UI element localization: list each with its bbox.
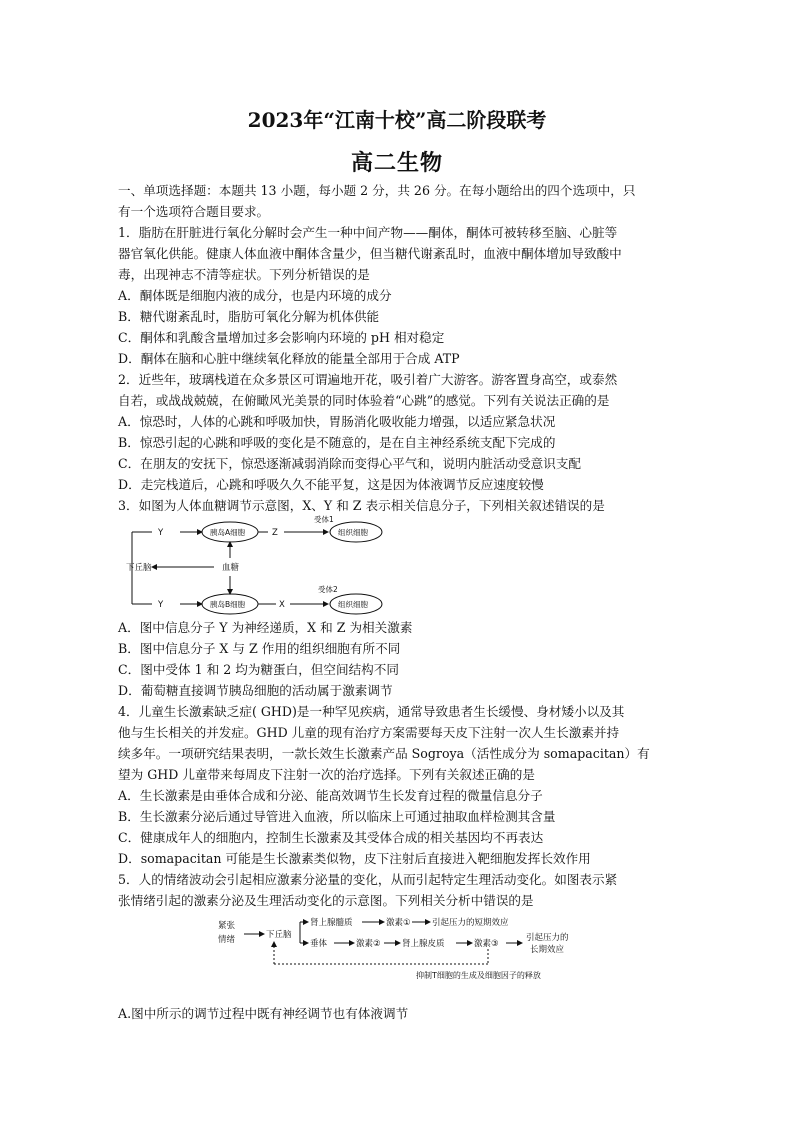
emotion-label: 情绪 [218,935,236,945]
q3-option-b: B．图中信息分子 X 与 Z 作用的组织细胞有所不同 [118,641,401,656]
q5-stem-line: 5．人的情绪波动会引起相应激素分泌量的变化，从而引起特定生理活动变化。如图表示紧 [118,872,618,887]
stress-hormone-diagram [216,912,586,988]
q5-option-a: A.图中所示的调节过程中既有神经调节也有体液调节 [118,1006,409,1021]
q2-option-a: A．惊恐时，人体的心跳和呼吸加快，胃肠消化吸收能力增强，以适应紧急状况 [118,414,556,429]
q3-option-d: D．葡萄糖直接调节胰岛细胞的活动属于激素调节 [118,683,393,698]
subject-title: 高二生物 [350,150,443,176]
receptor-1-label: 受体1 [314,515,334,524]
q1-stem-line: 毒，出现神志不清等症状。下列分析错误的是 [118,267,370,282]
adrenal-medulla-label: 肾上腺髓质 [310,918,353,928]
q4-stem-line: 续多年。一项研究结果表明，一款长效生长激素产品 Sogroya（活性成分为 somapacitan）有 [118,746,650,761]
inhibit-t-cell-label: 抑制T细胞的生成及细胞因子的释放 [416,971,541,980]
tissue-cell-top: 组织细胞 [338,528,368,537]
signal-x: X [279,600,285,610]
q1-option-a: A．酮体既是细胞内液的成分，也是内环境的成分 [118,288,392,303]
hormone-1-label: 激素① [386,918,411,928]
q2-stem-line: 自若，或战战兢兢，在俯瞰风光美景的同时体验着“心跳”的感觉。下列有关说法正确的是 [118,393,610,408]
q1-option-d: D．酮体在脑和心脏中继续氧化释放的能量全部用于合成 ATP [118,351,460,366]
q4-option-b: B．生长激素分泌后通过导管进入血液，所以临床上可通过抽取血样检测其含量 [118,809,556,824]
q4-option-a: A．生长激素是由垂体合成和分泌、能高效调节生长发育过程的微量信息分子 [118,788,543,803]
q2-option-d: D．走完栈道后，心跳和呼吸久久不能平复，这是因为体液调节反应速度较慢 [118,477,544,492]
q2-option-b: B．惊恐引起的心跳和呼吸的变化是不随意的，是在自主神经系统支配下完成的 [118,435,556,450]
section-heading-line: 一、单项选择题：本题共 13 小题，每小题 2 分，共 26 分。在每小题给出的四个选项中，只 [118,183,636,198]
long-term-effect-label-2: 长期效应 [530,945,565,955]
tissue-cell-bottom: 组织细胞 [338,600,368,609]
exam-title: 2023年“江南十校”高二阶段联考 [247,108,547,132]
q2-option-c: C．在朋友的安抚下，惊恐逐渐减弱消除而变得心平气和，说明内脏活动受意识支配 [118,456,582,471]
hormone-3-label: 激素③ [474,939,499,949]
q4-option-c: C．健康成年人的细胞内，控制生长激素及其受体合成的相关基因均不再表达 [118,830,544,845]
q3-option-a: A．图中信息分子 Y 为神经递质，X 和 Z 为相关激素 [118,620,413,635]
q4-stem-line: 他与生长相关的并发症。GHD 儿童的现有治疗方案需要每天皮下注射一次人生长激素并持 [118,725,620,740]
q4-stem-line: 4．儿童生长激素缺乏症( GHD)是一种罕见疾病，通常导致患者生长缓慢、身材矮小以及其 [118,704,625,719]
q2-stem-line: 2．近些年，玻璃栈道在众多景区可谓遍地开花，吸引着广大游客。游客置身高空，或泰然 [118,372,618,387]
q3-stem-line: 3．如图为人体血糖调节示意图，X、Y 和 Z 表示相关信息分子，下列相关叙述错误的是 [118,498,605,513]
q5-stem-line: 张情绪引起的激素分泌及生理活动变化的示意图。下列相关分析中错误的是 [118,893,534,908]
signal-z: Z [272,528,278,538]
q4-stem-line: 望为 GHD 儿童带来每周皮下注射一次的治疗选择。下列有关叙述正确的是 [118,767,535,782]
q4-option-d: D．somapacitan 可能是生长激素类似物，皮下注射后直接进入靶细胞发挥长效作用 [118,851,591,866]
q1-stem-line: 器官氧化供能。健康人体血液中酮体含量少，但当糖代谢紊乱时，血液中酮体增加导致酸中 [118,246,622,261]
q1-option-b: B．糖代谢紊乱时，脂肪可氧化分解为机体供能 [118,309,380,324]
q3-option-c: C．图中受体 1 和 2 均为糖蛋白，但空间结构不同 [118,662,399,677]
hormone-2-label: 激素② [356,939,381,949]
signal-y-bottom: Y [158,600,164,610]
islet-b-cell: 胰岛B细胞 [210,600,246,609]
blood-sugar-diagram [118,514,388,616]
hypothalamus-label: 下丘脑 [266,930,292,940]
receptor-2-label: 受体2 [318,585,338,594]
short-term-effect-label: 引起压力的短期效应 [432,918,509,928]
islet-a-cell: 胰岛A细胞 [210,528,246,537]
signal-y-top: Y [158,528,164,538]
blood-sugar-label: 血糖 [222,563,240,573]
long-term-effect-label: 引起压力的 [526,933,569,943]
q1-option-c: C．酮体和乳酸含量增加过多会影响内环境的 pH 相对稳定 [118,330,445,345]
pituitary-label: 垂体 [310,939,328,949]
hypothalamus-label: 下丘脑 [126,563,152,573]
section-heading-line: 有一个选项符合题目要求。 [118,204,270,219]
adrenal-cortex-label: 肾上腺皮质 [402,939,445,949]
stress-label: 紧张 [218,921,236,931]
q1-stem-line: 1．脂肪在肝脏进行氧化分解时会产生一种中间产物——酮体，酮体可被转移至脑、心脏等 [118,225,618,240]
